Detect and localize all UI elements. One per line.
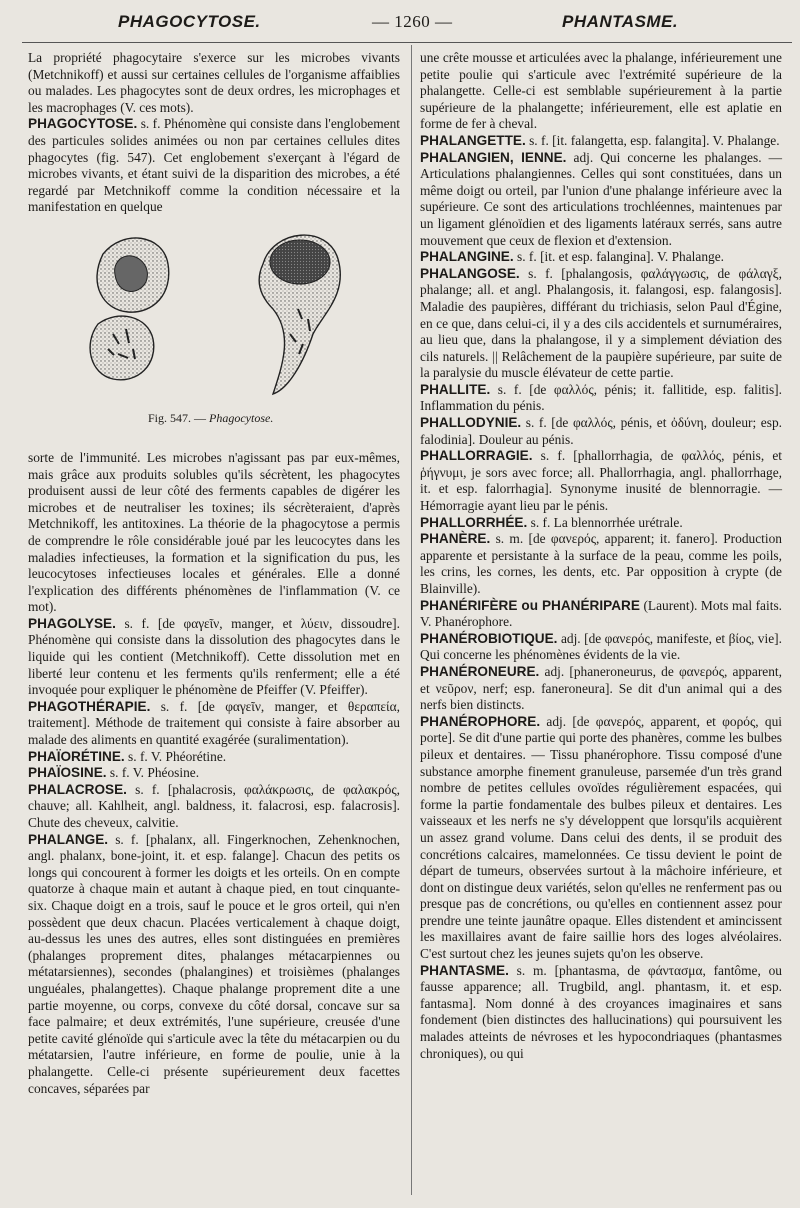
entry-phaioretine — [28, 749, 400, 766]
headword: PHAGOTHÉRAPIE. — [28, 698, 151, 714]
headword: PHALLORRAGIE. — [420, 448, 533, 464]
left-column — [28, 50, 400, 1097]
headword: PHALANGIEN, IENNE. — [420, 149, 567, 165]
definition: s. f. [phalanx, all. Fingerknochen, Zehenknochen, angl. phalanx, bone-joint, it. et esp. falange]. Chacun des petits os longs qui concourent à former les doigts et les orteils. On en compte quatorze à chaque main et autant à chaque pied, en tout cinquante-six. Chaque doigt en a trois, sauf le pouce et le gros orteil, qui n'en possèdent que deux chacun. Placées verticalement à chaque doigt, au-dessus les unes des autres, elles sont distinguées en premières (phalanges proprement dites, phalanges métacarpiennes ou métatarsiennes), secondes (phalangines) et troisièmes (phalanges unguéales, phalangettes). Chaque phalange proprement dite a une partie moyenne, ou corps, convexe du côté dorsal, concave sur sa face palmaire; et deux extrémités, l'une supérieure, creusée d'une petite cavité glénoïde qui s'articule avec la tête du métacarpien ou du métatarsien, l'autre inférieure, en forme de poulie, unie à la phalangette. Celle-ci présente supérieurement deux facettes concaves, séparées par — [28, 831, 400, 1096]
definition: adj. [phaneroneurus, de φανερός, apparent, et νεῦρον, nerf; esp. faneroneura]. Se dit d'un animal qui a des nerfs bien distincts. — [420, 663, 782, 713]
definition: s. m. [phantasma, de φάντασμα, fantôme, ou fausse apparence; all. Trugbild, angl. phantasm, it. et esp. fantasma]. Nom donné à des croyances imaginaires et sans fondement (bien distinctes des hallucinations) qui poursuivent les malades atteints de névroses et les hypocondriaques (phantasmes chroniques), ou qui — [420, 962, 782, 1061]
column-separator — [411, 45, 412, 1195]
definition: s. f. Phénomène qui consiste dans l'englobement des particules solides animées ou non par certaines cellules dites phagocytes (fig. 547). Cet englobement s'exerçant à l'égard de microbes vivants, et étant suivi de la disparition des microbes, a été regardé par Metchnikoff comme la condition nécessaire et la manifestation en quelque — [28, 116, 400, 215]
definition: s. f. [de φαγεῖν, manger, et θεραπεία, traitement]. Méthode de traitement qui consiste à faire absorber au malade des aliments en quantité exagérée (suralimentation). — [28, 698, 400, 748]
definition: s. f. [de φαλλός, pénis; it. fallitide, esp. falitis]. Inflammation du pénis. — [420, 381, 782, 414]
headword: PHALACROSE. — [28, 781, 127, 797]
phalange-continued: une crête mousse et articulées avec la phalange, inférieurement une petite poulie qui s'articule avec l'extrémité supérieure de la phalangette. Celle-ci est semblable supérieurement à la partie supérieure de la phalangette; inférieurement, elle est aplatie en forme de fer à cheval. — [420, 50, 782, 132]
headword: PHANÉRIFÈRE ou PHANÉRIPARE — [420, 597, 640, 613]
entry-phagotherapie — [28, 699, 400, 749]
entry-phagolyse — [28, 616, 400, 699]
entry-phallorrhee — [420, 515, 782, 532]
definition: adj. Qui concerne les phalanges. — Articulations phalangiennes. Celles qui sont constituées, dans un même doigt ou orteil, par l'union d'une phalange inférieure avec la supérieure. Ce sont des articulations trochléennes, maintenues par un ligament glénoïdien et des ligaments latéraux serrés, sans autre mouvement que ceux de flexion et d'extension. — [420, 149, 782, 248]
running-header — [0, 12, 800, 38]
headword: PHANÉROBIOTIQUE. — [420, 630, 558, 646]
definition: s. f. [phallorrhagia, de φαλλός, pénis, et ῥήγνυμι, je sors avec force; all. Phallorrhagia, angl. phallorrhage, it. et esp. falorrhagia]. Synonyme inusité de blennorragie. — Hémorragie ayant lieu par le pénis. — [420, 448, 782, 514]
headword: PHALLORRHÉE. — [420, 514, 528, 530]
right-column — [420, 50, 782, 1062]
headword: PHANÉROPHORE. — [420, 713, 541, 729]
entry-phalangose — [420, 266, 782, 382]
entry-phallodynie — [420, 415, 782, 448]
definition: s. m. [de φανερός, apparent; it. fanero]. Production apparente et persistante à la surface de la peau, comme les poils, les crins, les cornes, les dents, etc. Par opposition à crypte (de Blainville). — [420, 531, 782, 596]
entry-phanerobiotique — [420, 631, 782, 664]
headword: PHALANGETTE. — [420, 132, 526, 148]
definition: s. f. [it. et esp. falangina]. V. Phalange. — [517, 249, 725, 265]
entry-phalacrose — [28, 782, 400, 832]
definition: s. f. V. Phéorétine. — [128, 748, 227, 764]
definition: s. f. [it. falangetta, esp. falangita]. V. Phalange. — [529, 132, 780, 148]
definition: (Laurent). Mots mal faits. V. Phanérophore. — [420, 597, 782, 630]
headword: PHAÏORÉTINE. — [28, 748, 125, 764]
entry-phaneroneure — [420, 664, 782, 714]
header-rule — [22, 42, 792, 43]
entry-phalangette — [420, 133, 782, 150]
entry-phanerifere — [420, 598, 782, 631]
entry-phalange — [28, 832, 400, 1098]
entry-phanere — [420, 531, 782, 597]
header-right-word: PHANTASME. — [562, 12, 679, 31]
entry-phaiosine — [28, 765, 400, 782]
entry-phantasme — [420, 963, 782, 1063]
headword: PHALANGE. — [28, 831, 109, 847]
entry-phanerophore — [420, 714, 782, 963]
headword: PHAGOCYTOSE. — [28, 116, 138, 132]
definition: adj. [de φανερός, apparent, et φορός, qui porte]. Se dit d'une partie qui porte des phanères, comme les bulbes pileux et dentaires. — Tissu phanérophore. Tissu composé d'une substance amorphe finement granuleuse, parsemée d'un très grand nombre de petites cellules ovoïdes régulièrement espacées, qui forme la partie fondamentale des bulbes pileux et dentaires. Les vaisseaux et les nerfs ne s'y développent que lorsqu'ils acquièrent un assez grand volume. Dans celui des dents, il se produit des concrétions calcaires, mamelonnées. Ce tissu devient le point de départ de tumeurs, observées surtout à la mâchoire inférieure, et dont on distingue deux variétés, selon qu'elles ne renferment pas ou presque pas de concrétions, ou qu'elles en contiennent assez pour prendre une teinte jaunâtre opaque. Elles distendent et amincissent les maxillaires avant de faire saillie hors des loges alvéolaires. C'est surtout chez les jeunes sujets qu'on les observe. — [420, 713, 783, 962]
headword: PHALANGOSE. — [420, 265, 520, 281]
headword: PHALANGINE. — [420, 249, 514, 265]
definition: adj. [de φανερός, manifeste, et βίος, vie]. Qui concerne les phénomènes évidents de la vie. — [420, 630, 782, 663]
headword: PHAGOLYSE. — [28, 615, 116, 631]
entry-phagocytose — [28, 116, 400, 216]
definition: s. f. [de φαλλός, pénis, et ὀδύνη, douleur; esp. falodinia]. Douleur au pénis. — [420, 415, 782, 447]
headword: PHALLODYNIE. — [420, 415, 522, 431]
caption-title: Phagocytose. — [209, 410, 274, 425]
figure-phagocytose — [28, 224, 400, 446]
headword: PHANTASME. — [420, 962, 509, 978]
headword: PHANÉRONEURE. — [420, 663, 540, 679]
entry-phalangien — [420, 150, 782, 250]
entry-phalangine — [420, 249, 782, 266]
caption-number: Fig. 547. — — [148, 410, 207, 425]
header-left-word: PHAGOCYTOSE. — [118, 12, 261, 31]
definition: s. f. [de φαγεῖν, manger, et λύειν, dissoudre]. Phénomène qui consiste dans la dissolution des phagocytes dans le liquide qui les contient (Metchnikoff). Cette dissolution met en liberté leur contenu et les ferments qu'ils renferment; elle a été invoquée pour expliquer le phénomène de Pfeiffer (V. Pfeiffer). — [28, 615, 400, 698]
page-number: — 1260 — — [372, 12, 453, 31]
definition: s. f. [phalangosis, φαλάγγωσις, de φάλαγξ, phalange; all. et angl. Phalangosis, it. falangosi, esp. falangosis]. Maladie des paupières, différant du trichiasis, selon Paul d'Égine, en ce que, dans celui-ci, il y a des cils accidentels et surnuméraires, au lieu que, dans la phalangose, il y a simplement déviation des cils naturels. || Relâchement de la paupière supérieure, par suite de la paralysie du muscle élévateur de cette partie. — [420, 265, 782, 381]
figure-caption — [148, 410, 273, 427]
phagocytose-continued: sorte de l'immunité. Les microbes n'agissant pas par eux-mêmes, mais grâce aux produits solubles qu'ils sécrètent, les phagocytes produisent aussi de leur côté des ferments capables de digérer les microbes et de neutraliser les toxines; ils sécrèteraient, d'après Metchnikoff, les antitoxines. La théorie de la phagocytose a permis de comprendre le rôle considérable joué par les leucocytes dans les maladies infectieuses, la formation et la signification du pus, les leucocytoses infectieuses locales et générales. Elle a donné l'explication des différents phénomènes de l'inflammation (V. ce mot). — [28, 449, 400, 615]
definition: s. f. [phalacrosis, φαλάκρωσις, de φαλακρός, chauve; all. Kahlheit, angl. baldness, it. falacrosi, esp. falacrosis]. Chute des cheveux, calvitie. — [28, 781, 400, 830]
intro-paragraph: La propriété phagocytaire s'exerce sur les microbes vivants (Metchnikoff) et aussi sur certaines cellules de l'organisme affaiblies ou malades. Les phagocytes sont de deux ordres, les microphages et les macrophages (V. ces mots). — [28, 50, 400, 115]
definition: s. f. V. Phéosine. — [109, 765, 200, 781]
headword: PHAÏOSINE. — [28, 765, 107, 781]
headword: PHANÈRE. — [420, 531, 491, 547]
entry-phallorragie — [420, 448, 782, 514]
phagocytes-illustration — [68, 224, 368, 404]
entry-phallite — [420, 382, 782, 415]
headword: PHALLITE. — [420, 381, 491, 397]
definition: s. f. La blennorrhée urétrale. — [530, 514, 683, 530]
